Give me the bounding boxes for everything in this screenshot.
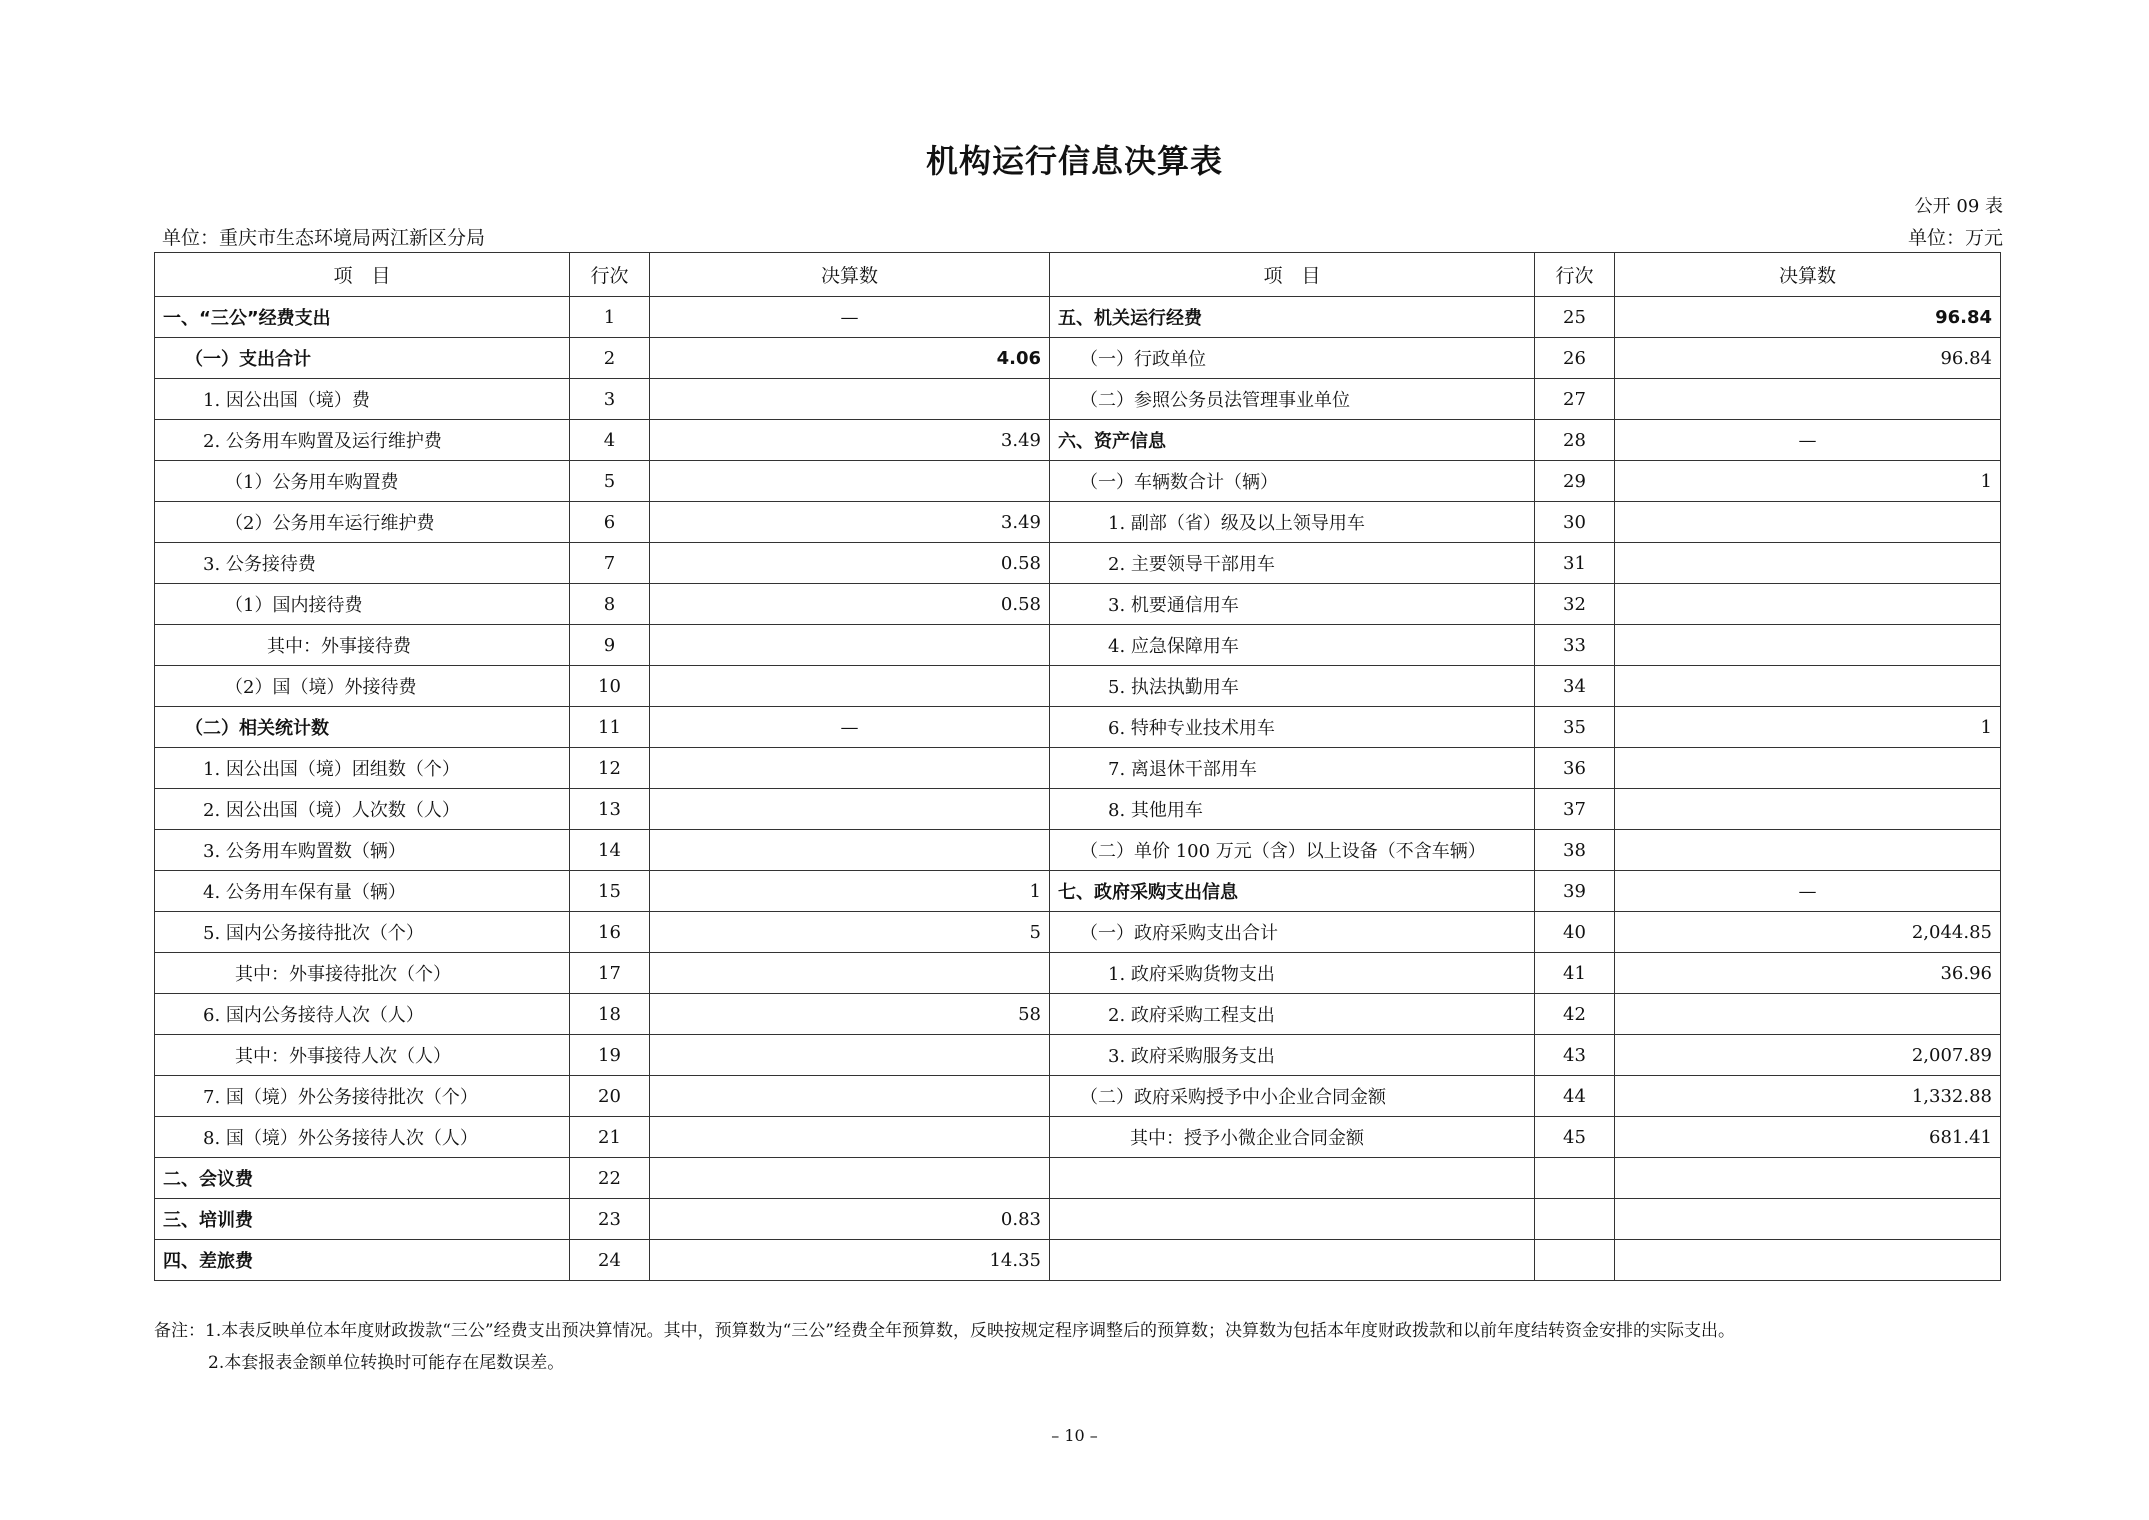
right-item-cell: 1. 副部（省）级及以上领导用车 (1050, 502, 1535, 543)
right-amount-cell (1615, 625, 2001, 666)
right-amount-cell (1615, 502, 2001, 543)
left-amount-cell: 4.06 (650, 338, 1050, 379)
left-line-cell: 1 (570, 297, 650, 338)
left-item-cell: 其中：外事接待批次（个） (155, 953, 570, 994)
right-amount-cell: — (1615, 871, 2001, 912)
left-item-cell: 四、差旅费 (155, 1240, 570, 1281)
left-amount-cell (650, 625, 1050, 666)
left-amount-cell: 3.49 (650, 502, 1050, 543)
table-row (155, 625, 2001, 666)
right-amount-cell (1615, 994, 2001, 1035)
table-row (155, 789, 2001, 830)
right-line-cell: 30 (1535, 502, 1615, 543)
right-amount-cell (1615, 666, 2001, 707)
left-line-cell: 17 (570, 953, 650, 994)
header-item-left: 项 目 (155, 253, 570, 297)
right-amount-cell (1615, 379, 2001, 420)
left-amount-cell (650, 1035, 1050, 1076)
right-item-cell: 7. 离退休干部用车 (1050, 748, 1535, 789)
left-amount-cell: 58 (650, 994, 1050, 1035)
left-item-cell: 5. 国内公务接待批次（个） (155, 912, 570, 953)
left-amount-cell (650, 748, 1050, 789)
right-line-cell: 45 (1535, 1117, 1615, 1158)
table-row (155, 1117, 2001, 1158)
page-title: 机构运行信息决算表 (925, 142, 1223, 180)
left-line-cell: 2 (570, 338, 650, 379)
header-line-right: 行次 (1535, 253, 1615, 297)
right-line-cell: 36 (1535, 748, 1615, 789)
right-amount-cell (1615, 1240, 2001, 1281)
footnote-2: 2.本套报表金额单位转换时可能存在尾数误差。 (208, 1353, 565, 1373)
left-line-cell: 8 (570, 584, 650, 625)
header-amount-right: 决算数 (1615, 253, 2001, 297)
table-row (155, 748, 2001, 789)
table-row (155, 1158, 2001, 1199)
left-item-cell: （1）国内接待费 (155, 584, 570, 625)
table-row (155, 420, 2001, 461)
left-item-cell: （1）公务用车购置费 (155, 461, 570, 502)
right-item-cell: 5. 执法执勤用车 (1050, 666, 1535, 707)
right-amount-cell: 2,007.89 (1615, 1035, 2001, 1076)
right-line-cell: 32 (1535, 584, 1615, 625)
right-line-cell (1535, 1158, 1615, 1199)
right-item-cell: （二）参照公务员法管理事业单位 (1050, 379, 1535, 420)
right-line-cell: 44 (1535, 1076, 1615, 1117)
left-amount-cell (650, 830, 1050, 871)
right-item-cell: 1. 政府采购货物支出 (1050, 953, 1535, 994)
table-row (155, 1076, 2001, 1117)
settlement-table (154, 252, 2001, 1281)
table-row (155, 379, 2001, 420)
left-line-cell: 18 (570, 994, 650, 1035)
left-item-cell: 4. 公务用车保有量（辆） (155, 871, 570, 912)
table-row (155, 584, 2001, 625)
left-line-cell: 14 (570, 830, 650, 871)
left-amount-cell: 0.83 (650, 1199, 1050, 1240)
left-line-cell: 16 (570, 912, 650, 953)
right-item-cell: 3. 政府采购服务支出 (1050, 1035, 1535, 1076)
left-amount-cell: 0.58 (650, 584, 1050, 625)
table-row (155, 953, 2001, 994)
header-line-left: 行次 (570, 253, 650, 297)
left-line-cell: 4 (570, 420, 650, 461)
left-line-cell: 13 (570, 789, 650, 830)
left-item-cell: 一、“三公”经费支出 (155, 297, 570, 338)
left-line-cell: 6 (570, 502, 650, 543)
right-amount-cell: 1 (1615, 707, 2001, 748)
left-amount-cell: — (650, 297, 1050, 338)
left-item-cell: （二）相关统计数 (155, 707, 570, 748)
right-line-cell: 38 (1535, 830, 1615, 871)
footnote-1: 备注：1.本表反映单位本年度财政拨款“三公”经费支出预决算情况。其中，预算数为“三公”经费全年预算数，反映按规定程序调整后的预算数；决算数为包括本年度财政拨款和以前年度结转资金安排的实际支出。 (154, 1321, 1735, 1341)
left-line-cell: 7 (570, 543, 650, 584)
table-row (155, 338, 2001, 379)
right-amount-cell: 96.84 (1615, 297, 2001, 338)
right-line-cell (1535, 1240, 1615, 1281)
left-item-cell: 其中：外事接待人次（人） (155, 1035, 570, 1076)
reporting-unit: 单位：重庆市生态环境局两江新区分局 (162, 227, 486, 249)
right-line-cell: 39 (1535, 871, 1615, 912)
right-item-cell: （一）行政单位 (1050, 338, 1535, 379)
left-amount-cell (650, 461, 1050, 502)
right-item-cell: 2. 主要领导干部用车 (1050, 543, 1535, 584)
right-item-cell: 五、机关运行经费 (1050, 297, 1535, 338)
right-item-cell: 6. 特种专业技术用车 (1050, 707, 1535, 748)
left-line-cell: 10 (570, 666, 650, 707)
table-row (155, 871, 2001, 912)
left-item-cell: （一）支出合计 (155, 338, 570, 379)
left-item-cell: （2）国（境）外接待费 (155, 666, 570, 707)
page-number: – 10 – (1051, 1426, 1098, 1445)
left-amount-cell: 0.58 (650, 543, 1050, 584)
left-amount-cell (650, 666, 1050, 707)
right-line-cell: 31 (1535, 543, 1615, 584)
header-item-right: 项 目 (1050, 253, 1535, 297)
right-item-cell: 六、资产信息 (1050, 420, 1535, 461)
table-row (155, 1035, 2001, 1076)
left-amount-cell (650, 1158, 1050, 1199)
right-item-cell: 其中：授予小微企业合同金额 (1050, 1117, 1535, 1158)
left-amount-cell: 14.35 (650, 1240, 1050, 1281)
right-line-cell: 43 (1535, 1035, 1615, 1076)
right-item-cell: 8. 其他用车 (1050, 789, 1535, 830)
table-row (155, 994, 2001, 1035)
table-header-row (155, 253, 2001, 297)
table-row (155, 830, 2001, 871)
right-item-cell: （一）政府采购支出合计 (1050, 912, 1535, 953)
left-item-cell: 三、培训费 (155, 1199, 570, 1240)
left-item-cell: （2）公务用车运行维护费 (155, 502, 570, 543)
table-row (155, 707, 2001, 748)
right-item-cell: 3. 机要通信用车 (1050, 584, 1535, 625)
right-amount-cell: 2,044.85 (1615, 912, 2001, 953)
right-item-cell: 2. 政府采购工程支出 (1050, 994, 1535, 1035)
right-amount-cell: 1 (1615, 461, 2001, 502)
right-line-cell: 28 (1535, 420, 1615, 461)
table-row (155, 297, 2001, 338)
left-item-cell: 7. 国（境）外公务接待批次（个） (155, 1076, 570, 1117)
right-amount-cell (1615, 584, 2001, 625)
right-item-cell: （二）单价 100 万元（含）以上设备（不含车辆） (1050, 830, 1535, 871)
table-row (155, 543, 2001, 584)
left-amount-cell: 3.49 (650, 420, 1050, 461)
left-item-cell: 8. 国（境）外公务接待人次（人） (155, 1117, 570, 1158)
right-amount-cell: 681.41 (1615, 1117, 2001, 1158)
right-line-cell: 40 (1535, 912, 1615, 953)
left-line-cell: 21 (570, 1117, 650, 1158)
right-line-cell: 26 (1535, 338, 1615, 379)
right-line-cell: 33 (1535, 625, 1615, 666)
right-amount-cell: 36.96 (1615, 953, 2001, 994)
right-amount-cell: 1,332.88 (1615, 1076, 2001, 1117)
left-line-cell: 19 (570, 1035, 650, 1076)
left-line-cell: 23 (570, 1199, 650, 1240)
right-item-cell (1050, 1240, 1535, 1281)
left-item-cell: 3. 公务用车购置数（辆） (155, 830, 570, 871)
left-item-cell: 1. 因公出国（境）费 (155, 379, 570, 420)
right-amount-cell (1615, 748, 2001, 789)
left-amount-cell (650, 1076, 1050, 1117)
right-amount-cell (1615, 543, 2001, 584)
left-item-cell: 6. 国内公务接待人次（人） (155, 994, 570, 1035)
right-item-cell: 4. 应急保障用车 (1050, 625, 1535, 666)
right-item-cell: 七、政府采购支出信息 (1050, 871, 1535, 912)
left-amount-cell (650, 379, 1050, 420)
left-line-cell: 3 (570, 379, 650, 420)
left-line-cell: 5 (570, 461, 650, 502)
currency-unit: 单位：万元 (1907, 227, 2003, 249)
right-item-cell (1050, 1158, 1535, 1199)
table-row (155, 1240, 2001, 1281)
table-row (155, 666, 2001, 707)
table-row (155, 461, 2001, 502)
right-amount-cell: 96.84 (1615, 338, 2001, 379)
left-item-cell: 2. 公务用车购置及运行维护费 (155, 420, 570, 461)
right-item-cell: （二）政府采购授予中小企业合同金额 (1050, 1076, 1535, 1117)
left-amount-cell: 1 (650, 871, 1050, 912)
left-item-cell: 2. 因公出国（境）人次数（人） (155, 789, 570, 830)
left-line-cell: 22 (570, 1158, 650, 1199)
left-amount-cell: — (650, 707, 1050, 748)
right-line-cell: 35 (1535, 707, 1615, 748)
left-amount-cell: 5 (650, 912, 1050, 953)
right-amount-cell (1615, 830, 2001, 871)
form-number: 公开 09 表 (1914, 196, 2003, 217)
right-item-cell (1050, 1199, 1535, 1240)
right-amount-cell: — (1615, 420, 2001, 461)
left-amount-cell (650, 1117, 1050, 1158)
table-row (155, 912, 2001, 953)
right-amount-cell (1615, 789, 2001, 830)
right-line-cell: 37 (1535, 789, 1615, 830)
table-row (155, 502, 2001, 543)
left-line-cell: 24 (570, 1240, 650, 1281)
right-line-cell: 27 (1535, 379, 1615, 420)
right-line-cell (1535, 1199, 1615, 1240)
right-amount-cell (1615, 1158, 2001, 1199)
right-line-cell: 42 (1535, 994, 1615, 1035)
left-amount-cell (650, 789, 1050, 830)
left-line-cell: 12 (570, 748, 650, 789)
left-amount-cell (650, 953, 1050, 994)
left-item-cell: 二、会议费 (155, 1158, 570, 1199)
left-line-cell: 20 (570, 1076, 650, 1117)
right-line-cell: 41 (1535, 953, 1615, 994)
table-row (155, 1199, 2001, 1240)
right-item-cell: （一）车辆数合计（辆） (1050, 461, 1535, 502)
right-line-cell: 29 (1535, 461, 1615, 502)
right-line-cell: 25 (1535, 297, 1615, 338)
right-line-cell: 34 (1535, 666, 1615, 707)
left-line-cell: 11 (570, 707, 650, 748)
header-amount-left: 决算数 (650, 253, 1050, 297)
right-amount-cell (1615, 1199, 2001, 1240)
left-item-cell: 其中：外事接待费 (155, 625, 570, 666)
left-item-cell: 3. 公务接待费 (155, 543, 570, 584)
left-item-cell: 1. 因公出国（境）团组数（个） (155, 748, 570, 789)
left-line-cell: 9 (570, 625, 650, 666)
left-line-cell: 15 (570, 871, 650, 912)
